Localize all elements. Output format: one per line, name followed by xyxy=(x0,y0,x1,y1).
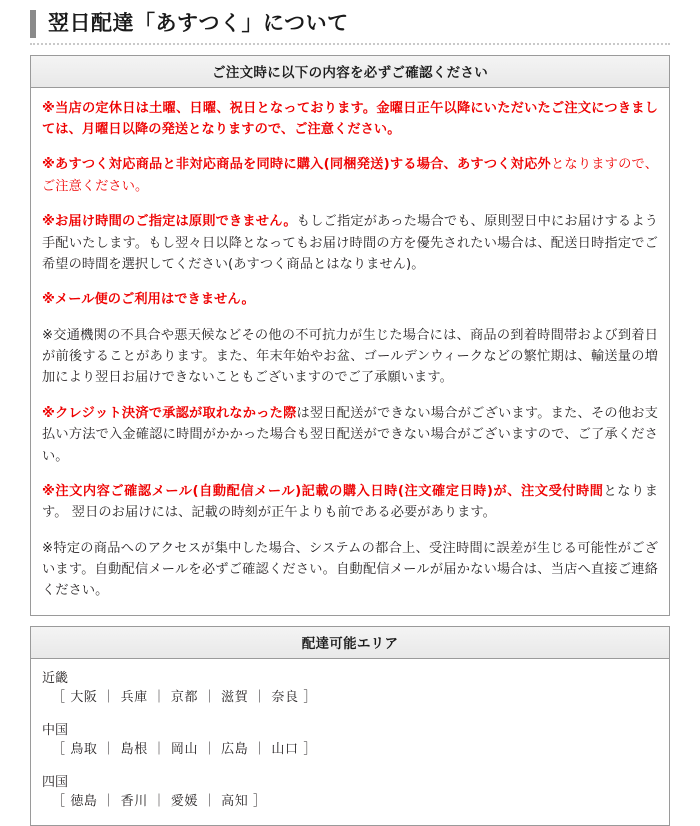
area-region-block xyxy=(42,773,658,812)
area-prefecture-list: ［ 徳島 ｜ 香川 ｜ 愛媛 ｜ 高知 ］ xyxy=(52,794,267,810)
notice-text-run: ※注文内容ご確認メール(自動配信メール)記載の購入日時(注文確定日時)が、注文受付時間 xyxy=(42,483,604,499)
notice-paragraph-mixed-order xyxy=(42,154,658,197)
notice-text-run: もしご指定があった場合でも、原則翌日中にお届けするよう手配いたします。もし翌々日以降となってもお届け時間の方を優先されたい場合は、配送日時指定でご希望の時間を選択してください(あすつく商品とはなりません)。 xyxy=(42,214,658,272)
area-region-name: 近畿 xyxy=(42,670,69,686)
notice-text-run: 当店の定休日は土曜、日曜、祝日となっております。金曜日正午以降にいただいたご注文につきましては、月曜日以降の発送となりますので、ご注意ください。 xyxy=(42,100,659,138)
notice-text-run: ※クレジット決済で承認が取れなかった際 xyxy=(42,405,297,421)
page-title-wrap xyxy=(30,10,670,45)
area-region-name: 四国 xyxy=(42,774,69,790)
notice-panel-body xyxy=(31,88,669,615)
notice-text-run: となります。 翌日のお届けには、記載の時刻が正午よりも前である必要があります。 xyxy=(42,483,658,521)
notice-paragraph-mail-service xyxy=(42,289,658,310)
notice-paragraph-access-concentration xyxy=(42,538,658,602)
notice-panel xyxy=(30,55,670,616)
notice-text-run: となりますので、ご注意ください。 xyxy=(42,157,658,194)
notice-text-run: ※ xyxy=(42,292,55,308)
page-title: 翌日配達「あすつく」について xyxy=(30,10,670,38)
notice-paragraph-confirmation-mail xyxy=(42,481,658,524)
notice-paragraph-time-designation xyxy=(42,211,658,275)
notice-text-run: ※お届け時間のご指定は原則できません。 xyxy=(42,214,297,230)
area-region-block xyxy=(42,669,658,708)
area-prefecture-list: ［ 大阪 ｜ 兵庫 ｜ 京都 ｜ 滋賀 ｜ 奈良 ］ xyxy=(52,690,317,706)
area-panel-body xyxy=(31,659,669,825)
area-panel-header: 配達可能エリア xyxy=(31,627,669,659)
notice-text-run: ※交通機関の不具合や悪天候などその他の不可抗力が生じた場合には、商品の到着時間帯および到着日が前後することがあります。また、年末年始やお盆、ゴールデンウィークなどの繁忙期は、輸送量の増加により翌日お届けできないこともございますのでご了承願います。 xyxy=(42,327,658,386)
area-prefecture-list: ［ 鳥取 ｜ 島根 ｜ 岡山 ｜ 広島 ｜ 山口 ］ xyxy=(52,742,317,758)
area-region-name: 中国 xyxy=(42,722,69,738)
area-region-block xyxy=(42,721,658,760)
notice-panel-header: ご注文時に以下の内容を必ずご確認ください xyxy=(31,56,669,88)
notice-text-run: メール便のご利用はできません。 xyxy=(54,292,255,308)
notice-text-run: は翌日配送ができない場合がございます。また、その他お支払い方法で入金確認に時間がかかった場合も翌日配送ができない場合がございますので、ご了承ください。 xyxy=(42,405,658,464)
notice-text-run: ※特定の商品へのアクセスが集中した場合、システムの都合上、受注時間に誤差が生じる可能性がございます。自動配信メールを必ずご確認ください。自動配信メールが届かない場合は、当店へ直接ご連絡ください。 xyxy=(42,540,658,599)
notice-paragraph-closed-days xyxy=(42,98,658,141)
area-panel xyxy=(30,626,670,826)
notice-paragraph-credit-approval xyxy=(42,403,658,467)
notice-text-run: ※ xyxy=(42,100,56,116)
delivery-info-page xyxy=(0,10,700,826)
notice-paragraph-force-majeure xyxy=(42,325,658,389)
notice-text-run: ※あすつく対応商品と非対応商品を同時に購入(同梱発送)する場合、あすつく対応外 xyxy=(42,157,551,173)
